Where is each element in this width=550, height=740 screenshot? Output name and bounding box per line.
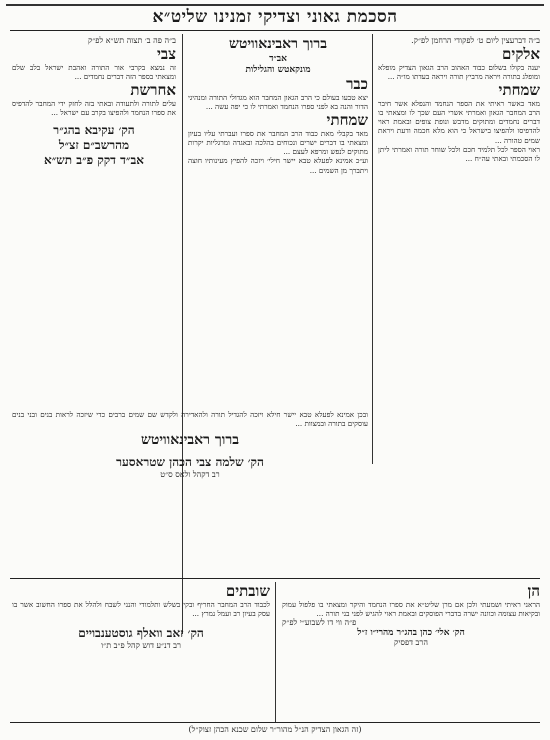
- footer-rule: [10, 722, 540, 723]
- approval-bottom-left: [12, 582, 270, 712]
- approval-text: זה נמצא בקרבי אור התורה ואהבת ישראל בלב שלם ומצאתי בספר הזה דברים נחמדים ...: [12, 63, 176, 82]
- approval-text: מאד בקבלי מאת כבוד הרב המחבר את ספרו ועברתי עליו בעיון ומצאתי בו דברים ישרים ונכוחים בהלכה ובאגדה ומרגליות יקרות מתוקים לנפש ומרפא לעצם ...: [188, 129, 368, 157]
- approval-text: ראוי הספר לכל תלמיד חכם ולכל שוחר תורה ואמרתי ליתן לו הסכמתי ובאתי עה״ח ...: [378, 144, 540, 163]
- approval-text: יצא טבעו בעולם כי הרב הגאון המחבר הוא מגדולי התורה ומנהיגי הדור והנה בא לפני ספרו הנחמד ואמרתי לו כי יפה עשה ...: [188, 93, 368, 112]
- opening-word: צבי: [156, 45, 176, 63]
- section-word: אחרשת: [130, 81, 176, 100]
- approval-text: לכבוד הרב המחבר החריף ובקי בשלש ותלמודי והנני לשבח ולהלל את ספרו החשוב אשר בו עסק בעיון רב ועמל נמרץ ...: [12, 600, 270, 619]
- signatory-name: ברוך ראבינאוויטש: [229, 36, 327, 52]
- approval-right: [378, 36, 540, 466]
- signature-name: ברוך ראבינאוויטש: [141, 432, 239, 449]
- opening-word: אלקים: [502, 45, 540, 63]
- signature-subtitle: מהרשב״ם זצ״ל: [58, 138, 130, 153]
- approval-left: [12, 36, 176, 406]
- signature-subtitle: רב דנ״ע דוש קהל פ״ב ת״ו: [101, 641, 181, 651]
- dateline: ב״ה דברעצין ליום ט׳ לפקודי הרחמן לפ״ק.: [411, 36, 540, 45]
- approval-text: מאד כאשר ראיתי את הספר הנחמד והנפלא אשר חיבר הרב המחבר הגאון ואמרתי אשרי העם שכך לו ומצאתי בו דברים נחמדים ומתוקים מדבש ונופת צופים ובאמת ראוי להדפיסו ולהפיצו בישראל כי הוא מלא חכמה ודעת ויראת שמים טהורה ...: [378, 99, 540, 145]
- wide-approval: [12, 410, 368, 550]
- approval-bottom-right: [282, 582, 540, 722]
- approval-text: וע״כ אמינא לפעלא טבא יישר חילי׳ ויזכה להפיץ מעינותיו חוצה ויתברך מן השמים ...: [188, 156, 368, 175]
- signature-name: הק׳ זאב וואלף גוסטענבויים: [78, 626, 204, 641]
- approval-text: עלים לתורה ולתעודה ובאתי בזה לחזק ידי המחבר להדפיס את ספרו הנחמד ולהפיצו בקרב עם ישראל ...: [12, 99, 176, 118]
- column-divider: [372, 34, 373, 464]
- approval-text: ובכן אמינא לפעלא טבא יישר חילא ויזכה להגדיל תורה ולהאדירה ולקדש שם שמים ברבים כדי שיזכה לראות בנים ובני בנים עוסקים בתורה ובמצוות ...: [12, 410, 368, 429]
- opening-word: הן: [527, 582, 540, 600]
- signature-place: אב״ד דקק פ״ב תש״א: [44, 153, 144, 168]
- heading-rule: [10, 30, 540, 31]
- approval-text: יענה בקולו בשלום כבוד האהוב הרב הגאון הצדיק מופלא ומופלג בתורה ויראה מרביץ תורה ויראה בעדתו מו״ה ...: [378, 63, 540, 82]
- approval-text: הראני ראיתי ושמעתי ולכן אם מרן שליט״א את ספרו הנחמד והיקר ומצאתי בו פלפול עמוק ובקיאות עצומה וכוונה ישרה בדברי הפוסקים ובאמת ראוי להגיש לפני בני תורה ...: [282, 600, 540, 619]
- approval-middle: [188, 36, 368, 466]
- dateline: פ״ה ווי דו לשבוע״י לפ״ק: [282, 618, 357, 628]
- signature-name: הק׳ עקיבא בהג״ר: [53, 123, 135, 138]
- section-word: שמחתי: [498, 81, 540, 100]
- signature-subtitle: רב דקהל ולאס ס״ט: [160, 470, 220, 480]
- top-border: [6, 4, 544, 6]
- signatory-title: אב״ד: [269, 54, 287, 64]
- column-divider: [275, 582, 276, 722]
- signature-name: הק׳ אלי׳ כהן בהג״ר מהרי״ו ז״ל: [357, 628, 465, 639]
- section-rule: [10, 578, 540, 579]
- signatory-place: מונקאטש והגלילות: [245, 65, 311, 75]
- dateline: ב״ה פה ב׳ תצוה תש״א לפ״ק: [87, 36, 176, 45]
- section-word: שמחתי: [326, 111, 368, 130]
- footer-note: (זה הגאון הצדיק הנ״ל מהור״ר שלום שכנא הכהן זצוק״ל): [188, 725, 362, 734]
- signature-subtitle: הרב דפסיק: [394, 638, 428, 648]
- opening-word: שובתים: [225, 582, 270, 600]
- opening-word: כבר: [346, 75, 368, 93]
- signature-name: הק׳ שלמה צבי הכהן שטראסער: [116, 455, 264, 470]
- page-heading: הסכמת גאוני וצדיקי זמנינו שליט״א: [152, 7, 398, 27]
